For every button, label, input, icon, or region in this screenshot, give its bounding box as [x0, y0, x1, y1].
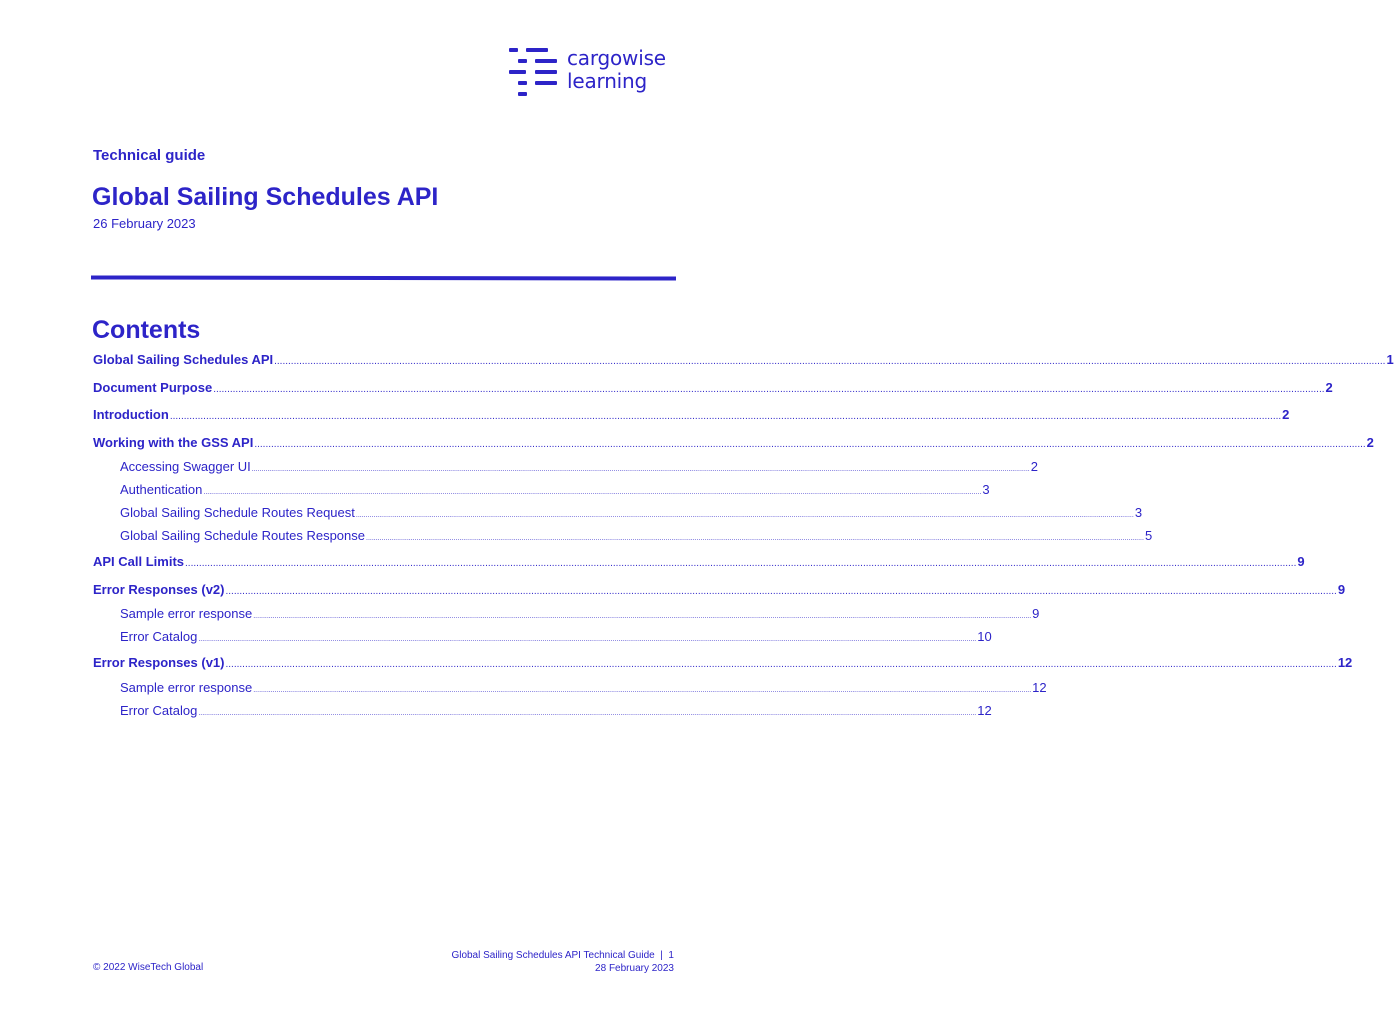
toc-entry-label: Sample error response: [120, 606, 253, 621]
toc-entry-label: Authentication: [120, 482, 203, 497]
page-title: Global Sailing Schedules API: [92, 183, 439, 211]
toc-entry[interactable]: [93, 377, 1333, 405]
toc-entry[interactable]: [93, 702, 992, 726]
toc-leader-dots: ................................................................................................................................................................................................................................................................................................................................................................................................................: [366, 535, 1144, 542]
toc-entry-page: 12: [1032, 679, 1047, 695]
toc-entry-page: 2: [1030, 459, 1038, 474]
toc-entry[interactable]: [93, 579, 1346, 607]
footer-meta: [451, 949, 674, 975]
footer-date: 28 February 2023: [595, 963, 674, 974]
toc-entry-page: 2: [1282, 407, 1290, 422]
toc-leader-dots: ................................................................................................................................................................................................................................................................................................................................................................................................................: [254, 438, 1366, 450]
toc-entry-label: Error Responses (v2): [93, 581, 225, 597]
toc-entry[interactable]: [93, 528, 1153, 551]
toc-leader-dots: ................................................................................................................................................................................................................................................................................................................................................................................................................: [274, 356, 1386, 367]
toc-leader-dots: ................................................................................................................................................................................................................................................................................................................................................................................................................: [185, 558, 1297, 569]
toc-entry[interactable]: [93, 679, 1047, 703]
toc-entry-page: 9: [1337, 581, 1346, 597]
toc-leader-dots: ................................................................................................................................................................................................................................................................................................................................................................................................................: [169, 411, 1282, 422]
document-date: 26 February 2023: [93, 216, 196, 231]
brand-logo: [509, 46, 679, 98]
toc-entry[interactable]: [93, 432, 1374, 460]
toc-entry-page: 1: [1386, 352, 1394, 367]
title-divider: [91, 275, 676, 280]
toc-entry-label: Global Sailing Schedule Routes Response: [120, 528, 365, 543]
toc-entry-label: Document Purpose: [93, 379, 213, 395]
toc-entry-label: Global Sailing Schedule Routes Request: [120, 505, 355, 520]
toc-entry[interactable]: [93, 349, 1394, 377]
toc-entry-page: 3: [982, 482, 990, 497]
toc-entry-page: 2: [1366, 434, 1374, 450]
toc-entry-page: 12: [1337, 655, 1353, 670]
footer-guide-line: Global Sailing Schedules API Technical Guide | 1: [451, 950, 674, 961]
toc-leader-dots: ................................................................................................................................................................................................................................................................................................................................................................................................................: [213, 383, 1325, 395]
toc-entry[interactable]: [93, 459, 1038, 482]
brand-line-2: learning: [567, 69, 647, 93]
toc-entry-page: 9: [1297, 554, 1305, 569]
toc-entry-page: 12: [977, 702, 992, 718]
brand-line-1: cargowise: [567, 46, 666, 70]
toc-entry-label: API Call Limits: [93, 554, 185, 569]
toc-entry-label: Error Responses (v1): [93, 655, 225, 670]
toc-entry-label: Error Catalog: [120, 629, 198, 644]
toc-leader-dots: ................................................................................................................................................................................................................................................................................................................................................................................................................: [225, 585, 1337, 597]
contents-heading: Contents: [92, 316, 201, 344]
toc-entry[interactable]: [93, 652, 1353, 680]
toc-entry-label: Error Catalog: [120, 702, 198, 718]
brand-wordmark: [567, 47, 666, 93]
toc-entry-page: 10: [977, 629, 992, 644]
cargowise-logo-icon: [509, 48, 557, 96]
toc-entry[interactable]: [93, 606, 1040, 629]
toc-leader-dots: ................................................................................................................................................................................................................................................................................................................................................................................................................: [203, 489, 982, 496]
toc-leader-dots: ................................................................................................................................................................................................................................................................................................................................................................................................................: [198, 709, 977, 717]
toc-entry-page: 5: [1144, 528, 1153, 543]
table-of-contents: [93, 349, 1394, 726]
toc-entry-page: 3: [1134, 505, 1143, 520]
toc-entry[interactable]: [93, 505, 1143, 528]
toc-entry[interactable]: [93, 482, 990, 505]
toc-entry-label: Working with the GSS API: [93, 434, 254, 450]
toc-entry-label: Sample error response: [120, 679, 253, 695]
toc-entry-page: 9: [1032, 606, 1040, 621]
toc-leader-dots: ................................................................................................................................................................................................................................................................................................................................................................................................................: [253, 613, 1032, 620]
toc-leader-dots: ................................................................................................................................................................................................................................................................................................................................................................................................................: [355, 512, 1134, 519]
toc-entry-label: Introduction: [93, 407, 169, 422]
footer-copyright: © 2022 WiseTech Global: [93, 962, 204, 973]
toc-entry[interactable]: [93, 629, 992, 652]
toc-leader-dots: ................................................................................................................................................................................................................................................................................................................................................................................................................: [225, 659, 1337, 670]
toc-entry-label: Accessing Swagger UI: [120, 459, 251, 474]
toc-leader-dots: ................................................................................................................................................................................................................................................................................................................................................................................................................: [251, 466, 1030, 473]
toc-entry-page: 2: [1325, 379, 1333, 395]
toc-entry[interactable]: [93, 404, 1290, 432]
document-type: Technical guide: [93, 147, 206, 164]
toc-entry[interactable]: [93, 551, 1305, 579]
toc-leader-dots: ................................................................................................................................................................................................................................................................................................................................................................................................................: [253, 686, 1032, 694]
toc-entry-label: Global Sailing Schedules API: [93, 352, 274, 367]
toc-leader-dots: ................................................................................................................................................................................................................................................................................................................................................................................................................: [198, 636, 977, 643]
